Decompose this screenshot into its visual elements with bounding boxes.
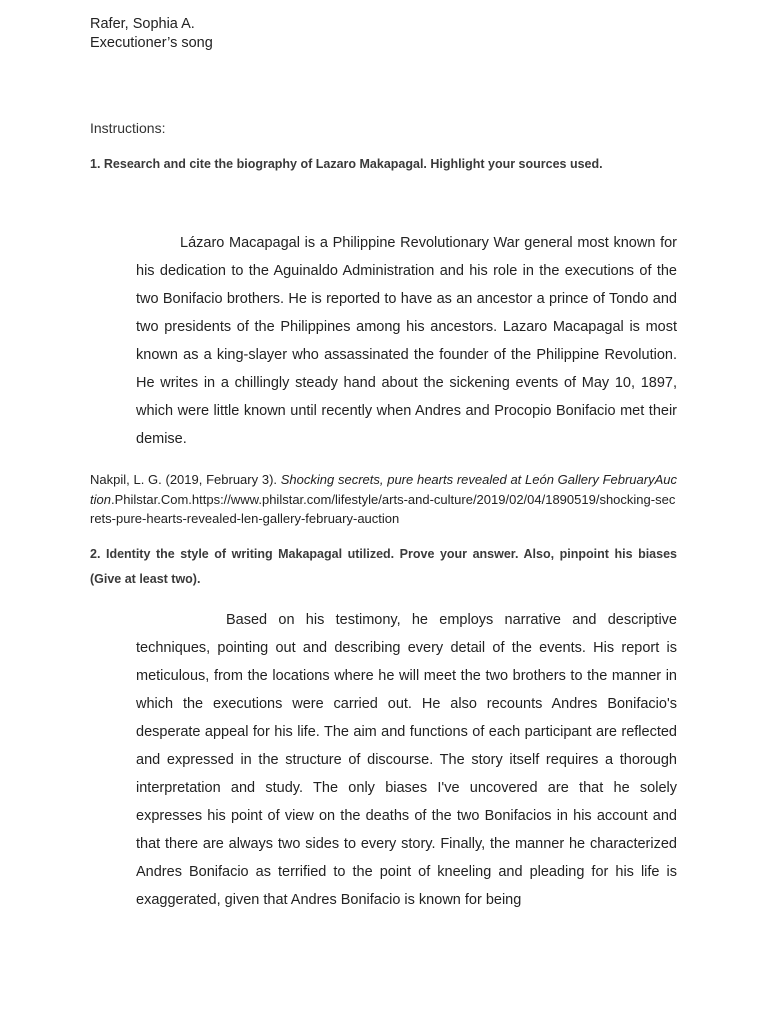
instructions-label: Instructions: — [90, 120, 166, 136]
citation-title: Shocking secrets, pure hearts revealed at León Gallery FebruaryAuction — [90, 472, 678, 507]
author-name: Rafer, Sophia A. — [90, 16, 195, 32]
answer-1: Lázaro Macapagal is a Philippine Revolutionary War general most known for his dedication to the Aguinaldo Administration and his role in the executions of the two Bonifacio brothers. He is reported to have as an ancestor a prince of Tondo and two presidents of the Philippines among his ancestors. Lazaro Macapagal is most known as a king-slayer who assassinated the founder of the Philippine Revolution. He writes in a chillingly steady hand about the sickening events of May 10, 1897, which were little known until recently when Andres and Procopio Bonifacio met their demise. — [136, 235, 677, 447]
citation-url: https://www.philstar.com/lifestyle/arts-and-culture/2019/02/04/1890519/shocking-secrets-pure-hearts-revealed-len-gallery-february-auction — [90, 491, 676, 526]
citation — [90, 470, 677, 529]
answer-2: Based on his testimony, he employs narrative and descriptive techniques, pointing out and describing every detail of the events. His report is meticulous, from the locations where he will meet the two brothers to the manner in which the executions were carried out. He also recounts Andres Bonifacio's desperate appeal for his life. The aim and functions of each participant are reflected and expressed in the structure of discourse. The story itself requires a thorough interpretation and study. The only biases I've uncovered are that he solely expresses his point of view on the deaths of the two Bonifacios in his account and that there are always two sides to every story. Finally, the manner he characterized Andres Bonifacio as terrified to the point of kneeling and pleading for his life is exaggerated, given that Andres Bonifacio is known for being — [136, 612, 677, 908]
document-title: Executioner’s song — [90, 35, 213, 51]
citation-source: .Philstar.Com. — [110, 491, 192, 507]
citation-authors: Nakpil, L. G. (2019, February 3). — [90, 472, 281, 487]
question-2: 2. Identity the style of writing Makapagal utilized. Prove your answer. Also, pinpoint his biases (Give at least two). — [90, 547, 677, 586]
question-1: 1. Research and cite the biography of Lazaro Makapagal. Highlight your sources used. — [90, 157, 603, 171]
